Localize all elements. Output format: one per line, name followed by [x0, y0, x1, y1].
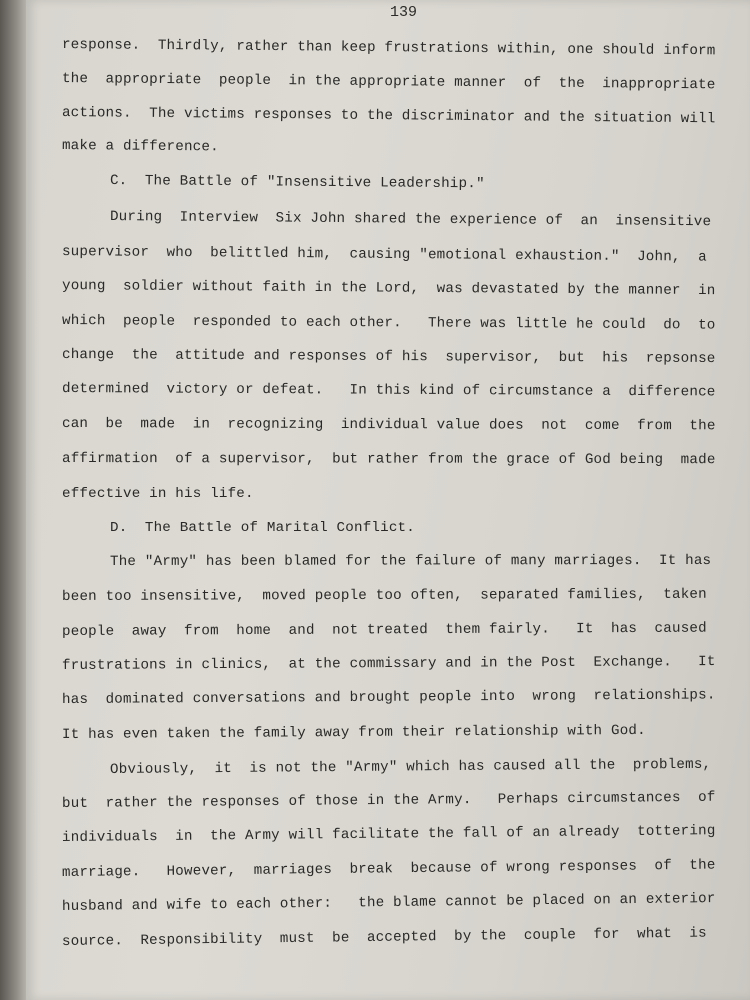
text-line: the appropriate people in the appropriate manner of the inappropriate: [61, 71, 716, 94]
text-line: individuals in the Army will facilitate the fall of an already tottering: [61, 823, 716, 846]
page-number: 139: [390, 4, 418, 21]
text-line: marriage. However, marriages break because of wrong responses of the: [61, 857, 716, 881]
text-line: determined victory or defeat. In this kind of circumstance a difference: [61, 381, 716, 401]
text-line: but rather the responses of those in the Army. Perhaps circumstances of: [61, 789, 716, 812]
text-line: can be made in recognizing individual value does not come from the: [61, 416, 716, 435]
text-line: response. Thirdly, rather than keep frustrations within, one should inform: [61, 37, 716, 60]
text-line: frustrations in clinics, at the commissary and in the Post Exchange. It: [61, 654, 716, 674]
text-line: husband and wife to each other: the blame cannot be placed on an exterior: [61, 891, 716, 915]
text-line: It has even taken the family away from their relationship with God.: [61, 722, 646, 743]
text-line: has dominated conversations and brought people into wrong relationships.: [61, 687, 716, 708]
text-line: affirmation of a supervisor, but rather from the grace of God being made: [61, 451, 716, 469]
text-line: make a difference.: [61, 138, 219, 156]
section-heading-c: C. The Battle of "Insensitive Leadership.": [109, 173, 485, 193]
text-line: supervisor who belittled him, causing "emotional exhaustion." John, a: [61, 244, 707, 266]
text-line: During Interview Six John shared the experience of an insensitive: [109, 209, 712, 231]
text-line: people away from home and not treated them fairly. It has caused: [61, 620, 707, 640]
text-line: actions. The victims responses to the discriminator and the situation will: [61, 105, 716, 128]
text-line: The "Army" has been blamed for the failure of many marriages. It has: [109, 552, 712, 570]
text-line: young soldier without faith in the Lord, was devastated by the manner in: [61, 278, 716, 300]
text-line: Obviously, it is not the "Army" which has caused all the problems,: [109, 756, 712, 778]
text-line: source. Responsibility must be accepted by the couple for what is: [61, 925, 707, 950]
text-line: which people responded to each other. There was little he could do to: [61, 313, 716, 334]
text-line: effective in his life.: [62, 486, 254, 502]
book-binding-shadow: [0, 0, 26, 1000]
section-heading-d: D. The Battle of Marital Conflict.: [110, 520, 415, 536]
text-line: change the attitude and responses of his supervisor, but his repsonse: [61, 347, 716, 367]
text-line: been too insensitive, moved people too often, separated families, taken: [61, 586, 707, 605]
